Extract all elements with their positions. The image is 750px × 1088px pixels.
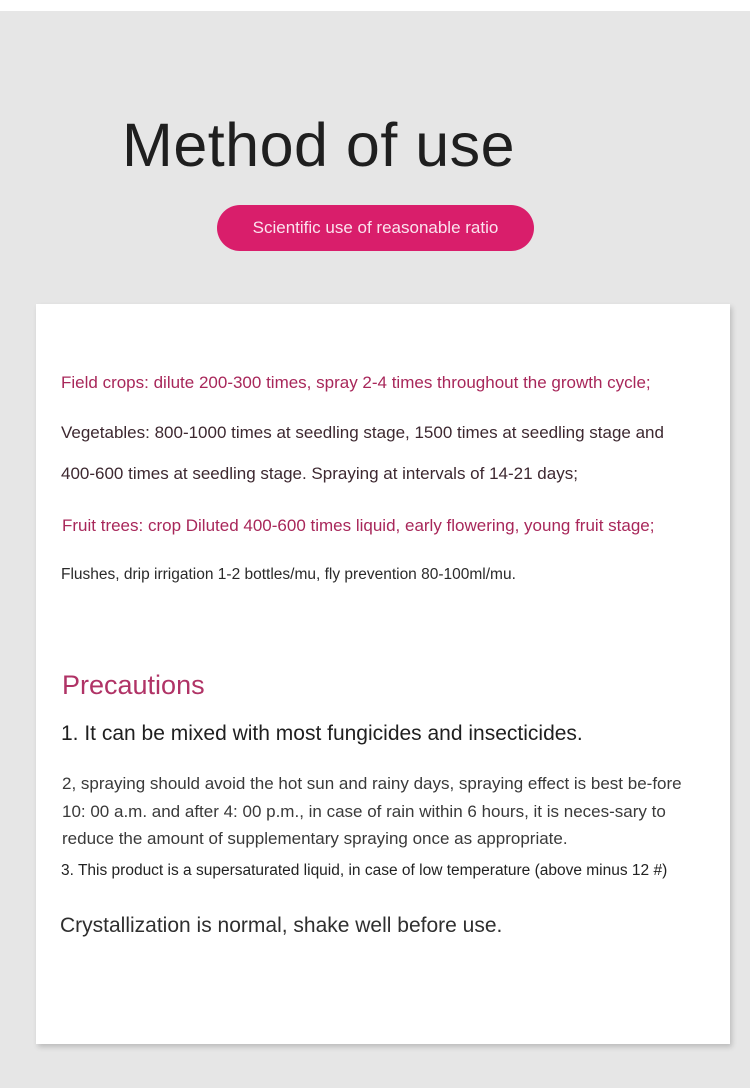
precaution-item-4: Crystallization is normal, shake well before use. (60, 914, 503, 937)
precautions-heading: Precautions (62, 670, 205, 700)
fruit-trees-text: Fruit trees: crop Diluted 400-600 times liquid, early flowering, young fruit stage; (62, 516, 655, 535)
vegetables-text-line1: Vegetables: 800-1000 times at seedling stage, 1500 times at seedling stage and (61, 423, 664, 442)
vegetables-text-line2: 400-600 times at seedling stage. Spraying at intervals of 14-21 days; (61, 464, 578, 483)
precaution-item-3: 3. This product is a supersaturated liquid, in case of low temperature (above minus 12 #) (61, 862, 668, 879)
field-crops-text: Field crops: dilute 200-300 times, spray 2-4 times throughout the growth cycle; (61, 373, 651, 392)
page-title: Method of use (122, 111, 516, 179)
ratio-badge: Scientific use of reasonable ratio (217, 205, 534, 251)
top-strip (0, 0, 750, 11)
content-card (36, 304, 730, 1044)
flushes-text: Flushes, drip irrigation 1-2 bottles/mu, fly prevention 80-100ml/mu. (61, 566, 516, 583)
precaution-item-2: 2, spraying should avoid the hot sun and rainy days, spraying effect is best be-fore 10: 00 a.m. and after 4: 00 p.m., in case of rain within 6 hours, it is neces-sary to reduce the amount of supplementary spraying once as appropriate. (62, 774, 682, 848)
precaution-item-1: 1. It can be mixed with most fungicides and insecticides. (61, 722, 583, 745)
